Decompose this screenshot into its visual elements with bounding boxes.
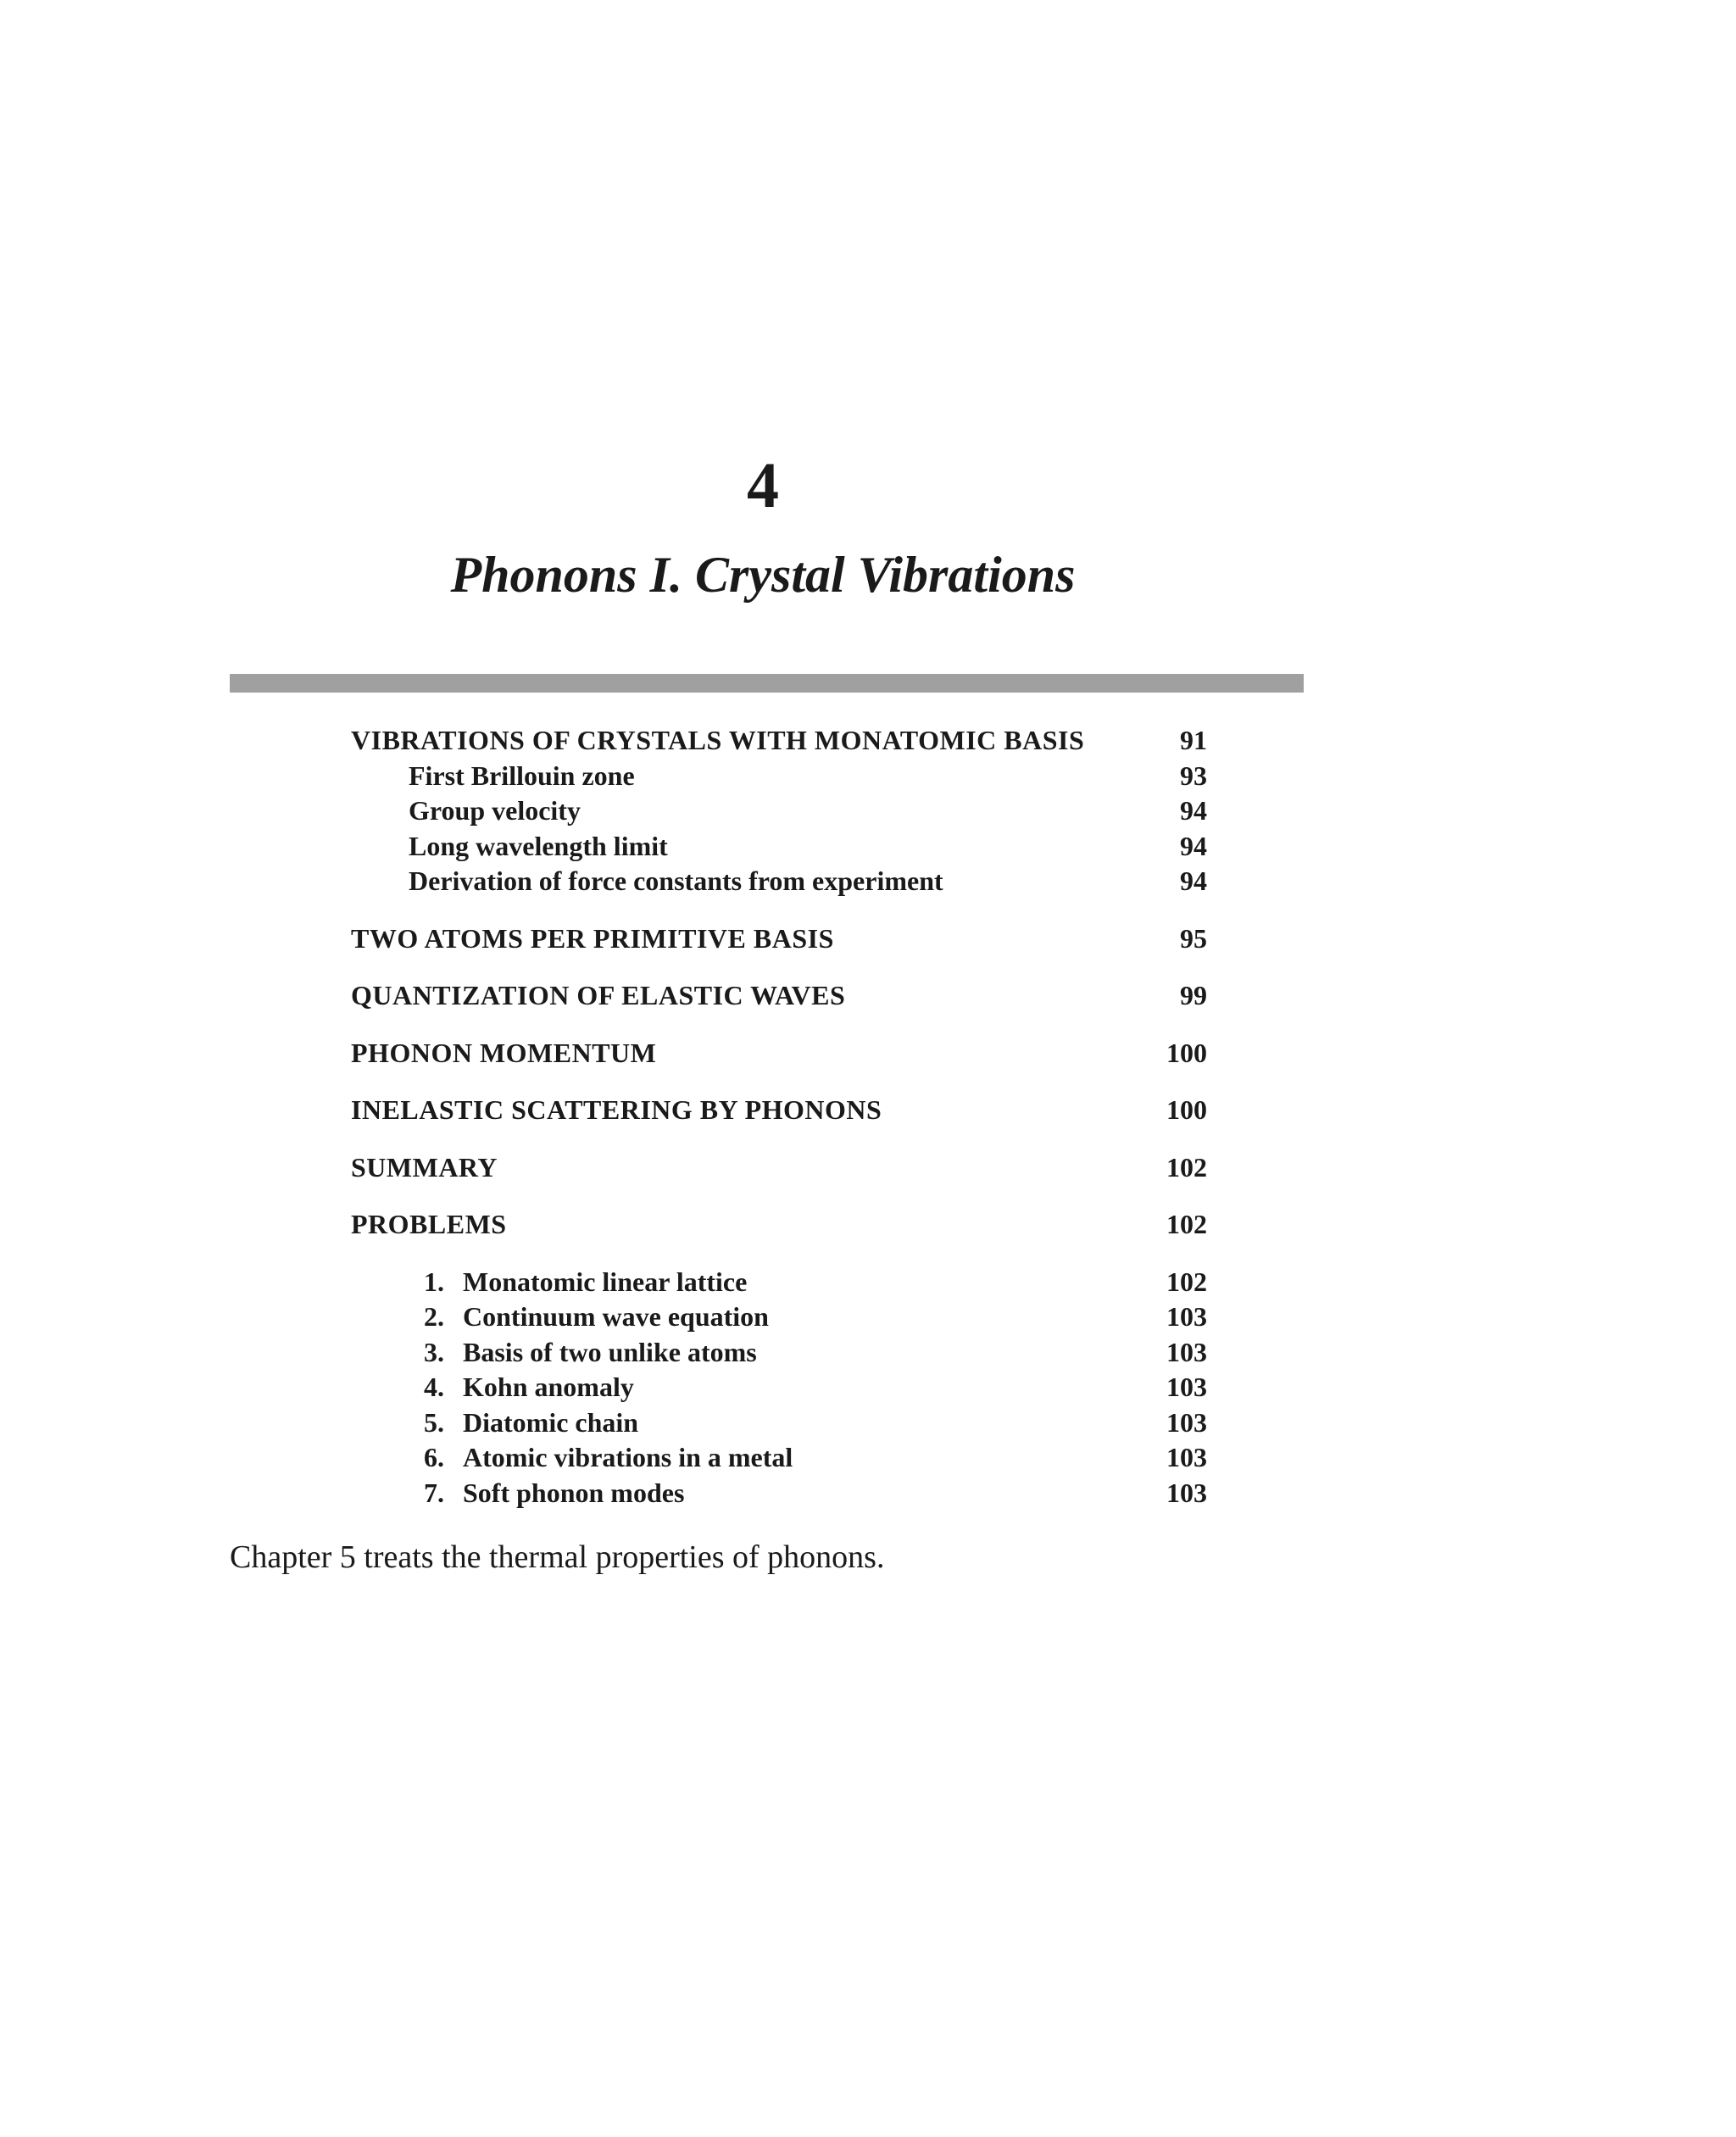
problem-label: Atomic vibrations in a metal xyxy=(463,1442,793,1472)
toc-section-label: TWO ATOMS PER PRIMITIVE BASIS xyxy=(351,922,834,954)
header-rule xyxy=(230,674,1304,693)
toc-page-number: 102 xyxy=(1166,1266,1207,1297)
toc-page-number: 95 xyxy=(1180,922,1207,954)
problem-number: 4. xyxy=(424,1372,444,1402)
toc-subsection-label: Long wavelength limit xyxy=(409,830,668,861)
problem-row[interactable] xyxy=(351,1405,1207,1441)
problem-label: Soft phonon modes xyxy=(463,1477,685,1508)
problem-row[interactable] xyxy=(351,1476,1207,1511)
toc-section-row[interactable] xyxy=(351,1036,1207,1071)
toc-subsection-label: Group velocity xyxy=(409,795,581,826)
toc-section-label: PHONON MOMENTUM xyxy=(351,1037,657,1068)
toc-page-number: 103 xyxy=(1166,1406,1207,1438)
problem-number: 5. xyxy=(424,1406,444,1438)
toc-subsection-row[interactable] xyxy=(351,793,1207,829)
problem-row[interactable] xyxy=(351,1370,1207,1405)
toc-page-number: 103 xyxy=(1166,1336,1207,1367)
problem-label: Monatomic linear lattice xyxy=(463,1266,748,1297)
toc-section-label: SUMMARY xyxy=(351,1151,498,1183)
problem-label: Diatomic chain xyxy=(463,1406,639,1438)
toc-section-row[interactable] xyxy=(351,723,1207,759)
problem-label: Continuum wave equation xyxy=(463,1301,769,1332)
toc-section-row[interactable] xyxy=(351,1093,1207,1128)
toc-subsection-label: Derivation of force constants from experiment xyxy=(409,865,943,896)
toc-page-number: 103 xyxy=(1166,1477,1207,1508)
toc-page-number: 94 xyxy=(1180,830,1207,861)
problem-row[interactable] xyxy=(351,1440,1207,1476)
problem-number: 6. xyxy=(424,1442,444,1472)
problem-row[interactable] xyxy=(351,1299,1207,1335)
chapter-title: Phonons I. Crystal Vibrations xyxy=(450,547,1076,603)
toc-subsection-label: First Brillouin zone xyxy=(409,760,635,791)
chapter-number: 4 xyxy=(747,450,779,521)
toc-page-number: 91 xyxy=(1180,725,1207,755)
toc-page-number: 100 xyxy=(1166,1037,1207,1068)
problem-row[interactable] xyxy=(351,1335,1207,1371)
toc-section-label: QUANTIZATION OF ELASTIC WAVES xyxy=(351,980,846,1010)
toc-section-label: VIBRATIONS OF CRYSTALS WITH MONATOMIC BASIS xyxy=(351,725,1085,755)
toc-section-label: INELASTIC SCATTERING BY PHONONS xyxy=(351,1094,882,1125)
toc-page-number: 103 xyxy=(1166,1301,1207,1332)
toc-section-label: PROBLEMS xyxy=(351,1209,507,1239)
toc-subsection-row[interactable] xyxy=(351,829,1207,865)
problem-label: Kohn anomaly xyxy=(463,1372,634,1402)
toc-page-number: 94 xyxy=(1180,795,1207,826)
problem-number: 3. xyxy=(424,1336,444,1367)
toc-section-row[interactable] xyxy=(351,978,1207,1014)
problem-label: Basis of two unlike atoms xyxy=(463,1336,757,1367)
toc-page-number: 99 xyxy=(1180,980,1207,1010)
toc-page-number: 94 xyxy=(1180,865,1207,896)
toc-page-number: 103 xyxy=(1166,1442,1207,1472)
toc-section-row[interactable] xyxy=(351,921,1207,957)
toc-page-number: 102 xyxy=(1166,1151,1207,1183)
toc-page-number: 102 xyxy=(1166,1209,1207,1239)
toc-section-row[interactable] xyxy=(351,1207,1207,1243)
toc-page-number: 100 xyxy=(1166,1094,1207,1125)
table-of-contents xyxy=(351,723,1207,1511)
toc-page-number: 103 xyxy=(1166,1372,1207,1402)
problem-number: 2. xyxy=(424,1301,444,1332)
problem-row[interactable] xyxy=(351,1265,1207,1300)
toc-subsection-row[interactable] xyxy=(351,759,1207,794)
toc-subsection-row[interactable] xyxy=(351,864,1207,899)
problem-number: 1. xyxy=(424,1266,444,1297)
problem-number: 7. xyxy=(424,1477,444,1508)
footer-note: Chapter 5 treats the thermal properties of phonons. xyxy=(230,1539,885,1575)
toc-section-row[interactable] xyxy=(351,1150,1207,1186)
toc-page-number: 93 xyxy=(1180,760,1207,791)
